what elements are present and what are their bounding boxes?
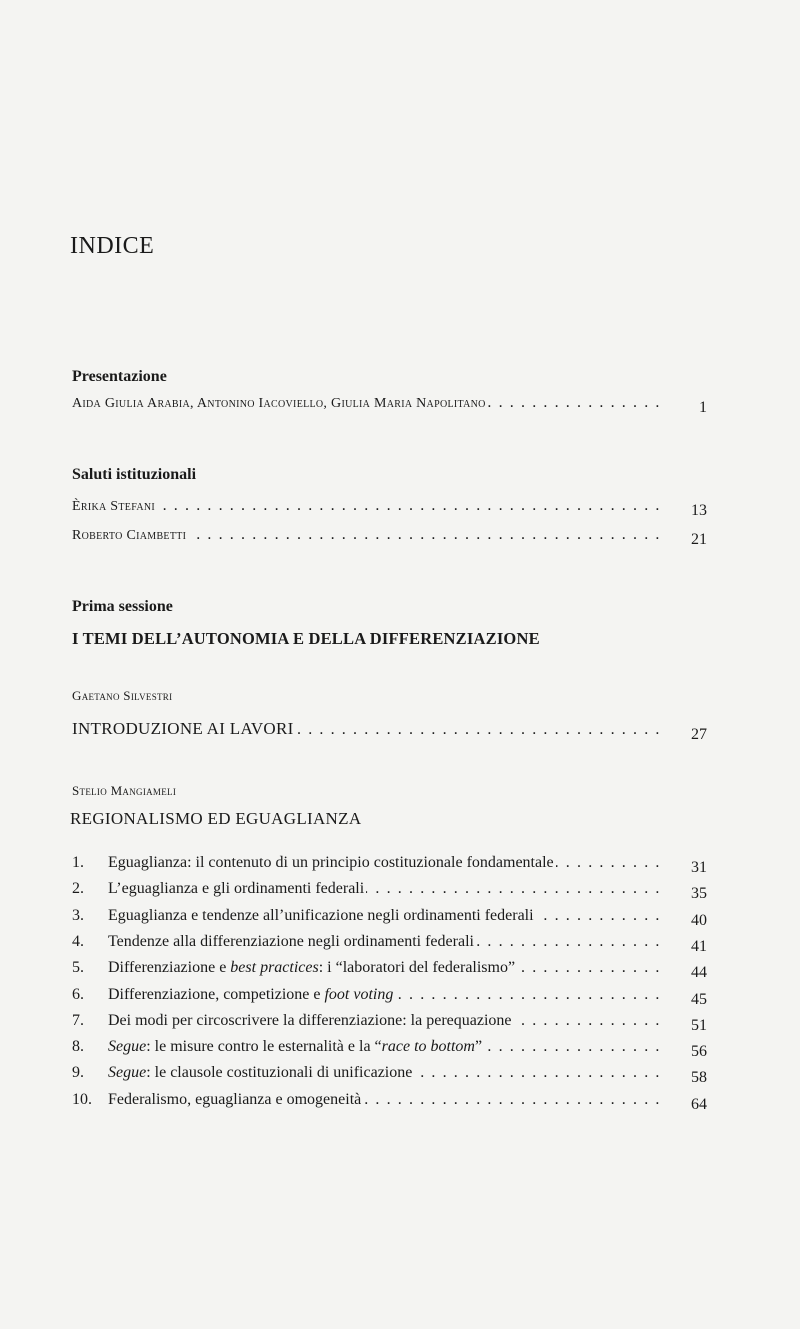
entry-text: [108, 933, 474, 951]
entry-text: Roberto Ciambetti: [72, 528, 187, 543]
toc-entry-presentazione[interactable]: [72, 388, 707, 416]
italic-text: Segue: [108, 1038, 147, 1056]
chapter-number: 8.: [72, 1038, 84, 1056]
italic-text: race to bottom: [381, 1038, 475, 1056]
entry-text: [108, 1064, 412, 1082]
dot-leader: [536, 905, 661, 925]
toc-entry-chapter[interactable]: [72, 848, 707, 876]
entry-text: [108, 880, 364, 898]
chapter-number: 2.: [72, 880, 84, 898]
entry-text: [108, 1091, 361, 1109]
toc-entry-stefani[interactable]: [72, 491, 707, 519]
toc-entry-chapter[interactable]: [72, 1032, 707, 1061]
entry-page: 27: [691, 726, 707, 743]
text-fragment: ”: [474, 1038, 483, 1056]
toc-entry-chapter[interactable]: [72, 953, 707, 982]
entry-text: [108, 959, 515, 977]
entry-page: 13: [691, 502, 707, 519]
entry-page: 35: [691, 885, 707, 903]
entry-text: [108, 854, 554, 872]
toc-entry-chapter[interactable]: [72, 874, 707, 903]
dot-leader: [157, 495, 661, 515]
dot-leader: [484, 1036, 661, 1056]
text-fragment: : le clausole costituzionali di unificazione: [146, 1064, 413, 1082]
essay-title: REGIONALISMO ED EGUAGLIANZA: [70, 809, 362, 828]
dot-leader: [476, 931, 661, 951]
dot-leader: [296, 719, 661, 739]
entry-text: Aida Giulia Arabia, Antonino Iacoviello, Giulia Maria Napolitano: [72, 396, 486, 411]
text-fragment: Differenziazione e: [108, 959, 231, 977]
dot-leader: [363, 1089, 661, 1109]
text-fragment: Federalismo, eguaglianza e omogeneità: [108, 1090, 362, 1108]
text-fragment: Tendenze alla differenziazione negli ordinamenti federali: [108, 932, 474, 950]
chapter-number: 6.: [72, 985, 84, 1003]
entry-page: 58: [691, 1069, 707, 1087]
chapter-number: 5.: [72, 959, 84, 977]
text-fragment: Dei modi per circoscrivere la differenziazione: la perequazione: [108, 1011, 512, 1029]
entry-page: 41: [691, 937, 707, 955]
chapter-number: 4.: [72, 932, 84, 950]
toc-entry-chapter[interactable]: [72, 1085, 707, 1113]
chapter-number: 9.: [72, 1064, 84, 1082]
section-heading-saluti: Saluti istituzionali: [72, 466, 197, 483]
toc-entry-introduzione[interactable]: [72, 715, 707, 743]
toc-entry-chapter[interactable]: [72, 980, 707, 1008]
dot-leader: [488, 392, 661, 412]
author-silvestri: Gaetano Silvestri: [72, 688, 173, 703]
page-title: INDICE: [70, 233, 155, 259]
chapter-number: 10.: [72, 1090, 92, 1108]
section-heading-prima-sessione: Prima sessione: [72, 598, 173, 615]
section-subheading: I TEMI DELL’AUTONOMIA E DELLA DIFFERENZIAZIONE: [72, 629, 540, 648]
chapter-number: 3.: [72, 906, 84, 924]
text-fragment: L’eguaglianza e gli ordinamenti federali: [108, 880, 365, 898]
toc-entry-chapter[interactable]: [72, 927, 707, 955]
entry-text: INTRODUZIONE AI LAVORI: [72, 719, 294, 738]
section-heading-presentazione: Presentazione: [72, 368, 167, 385]
entry-text: [108, 907, 534, 925]
italic-text: Segue: [108, 1064, 147, 1082]
text-fragment: : le misure contro le esternalità e la “: [146, 1038, 382, 1056]
italic-text: best practices: [230, 959, 319, 977]
text-fragment: Differenziazione, competizione e: [108, 985, 325, 1003]
entry-page: 31: [691, 859, 707, 876]
chapter-number: 7.: [72, 1011, 84, 1029]
text-fragment: Eguaglianza e tendenze all’unificazione negli ordinamenti federali: [108, 906, 534, 924]
text-fragment: Eguaglianza: il contenuto di un principio costituzionale fondamentale: [108, 854, 554, 871]
entry-page: 64: [691, 1095, 707, 1113]
toc-entry-chapter[interactable]: [72, 1058, 707, 1087]
entry-page: 45: [691, 990, 707, 1008]
dot-leader: [556, 852, 661, 872]
dot-leader: [395, 984, 661, 1004]
toc-entry-chapter[interactable]: [72, 1006, 707, 1034]
dot-leader: [188, 524, 661, 544]
entry-text: [108, 986, 393, 1004]
entry-page: 56: [691, 1043, 707, 1061]
entry-text: Èrika Stefani: [72, 499, 155, 514]
dot-leader: [517, 957, 661, 977]
chapter-number: 1.: [72, 854, 84, 871]
text-fragment: : i “laboratori del federalismo”: [318, 959, 516, 977]
dot-leader: [514, 1010, 662, 1030]
author-mangiameli: Stelio Mangiameli: [72, 783, 177, 798]
toc-entry-ciambetti[interactable]: [72, 520, 707, 548]
entry-page: 21: [691, 531, 707, 548]
entry-page: 51: [691, 1016, 707, 1034]
dot-leader: [414, 1062, 661, 1082]
entry-text: [108, 1012, 512, 1030]
italic-text: foot voting: [324, 985, 394, 1003]
entry-page: 40: [691, 911, 707, 929]
toc-entry-chapter[interactable]: [72, 901, 707, 929]
dot-leader: [366, 878, 661, 898]
entry-page: 44: [691, 964, 707, 982]
entry-page: 1: [699, 399, 707, 416]
entry-text: [108, 1038, 482, 1056]
